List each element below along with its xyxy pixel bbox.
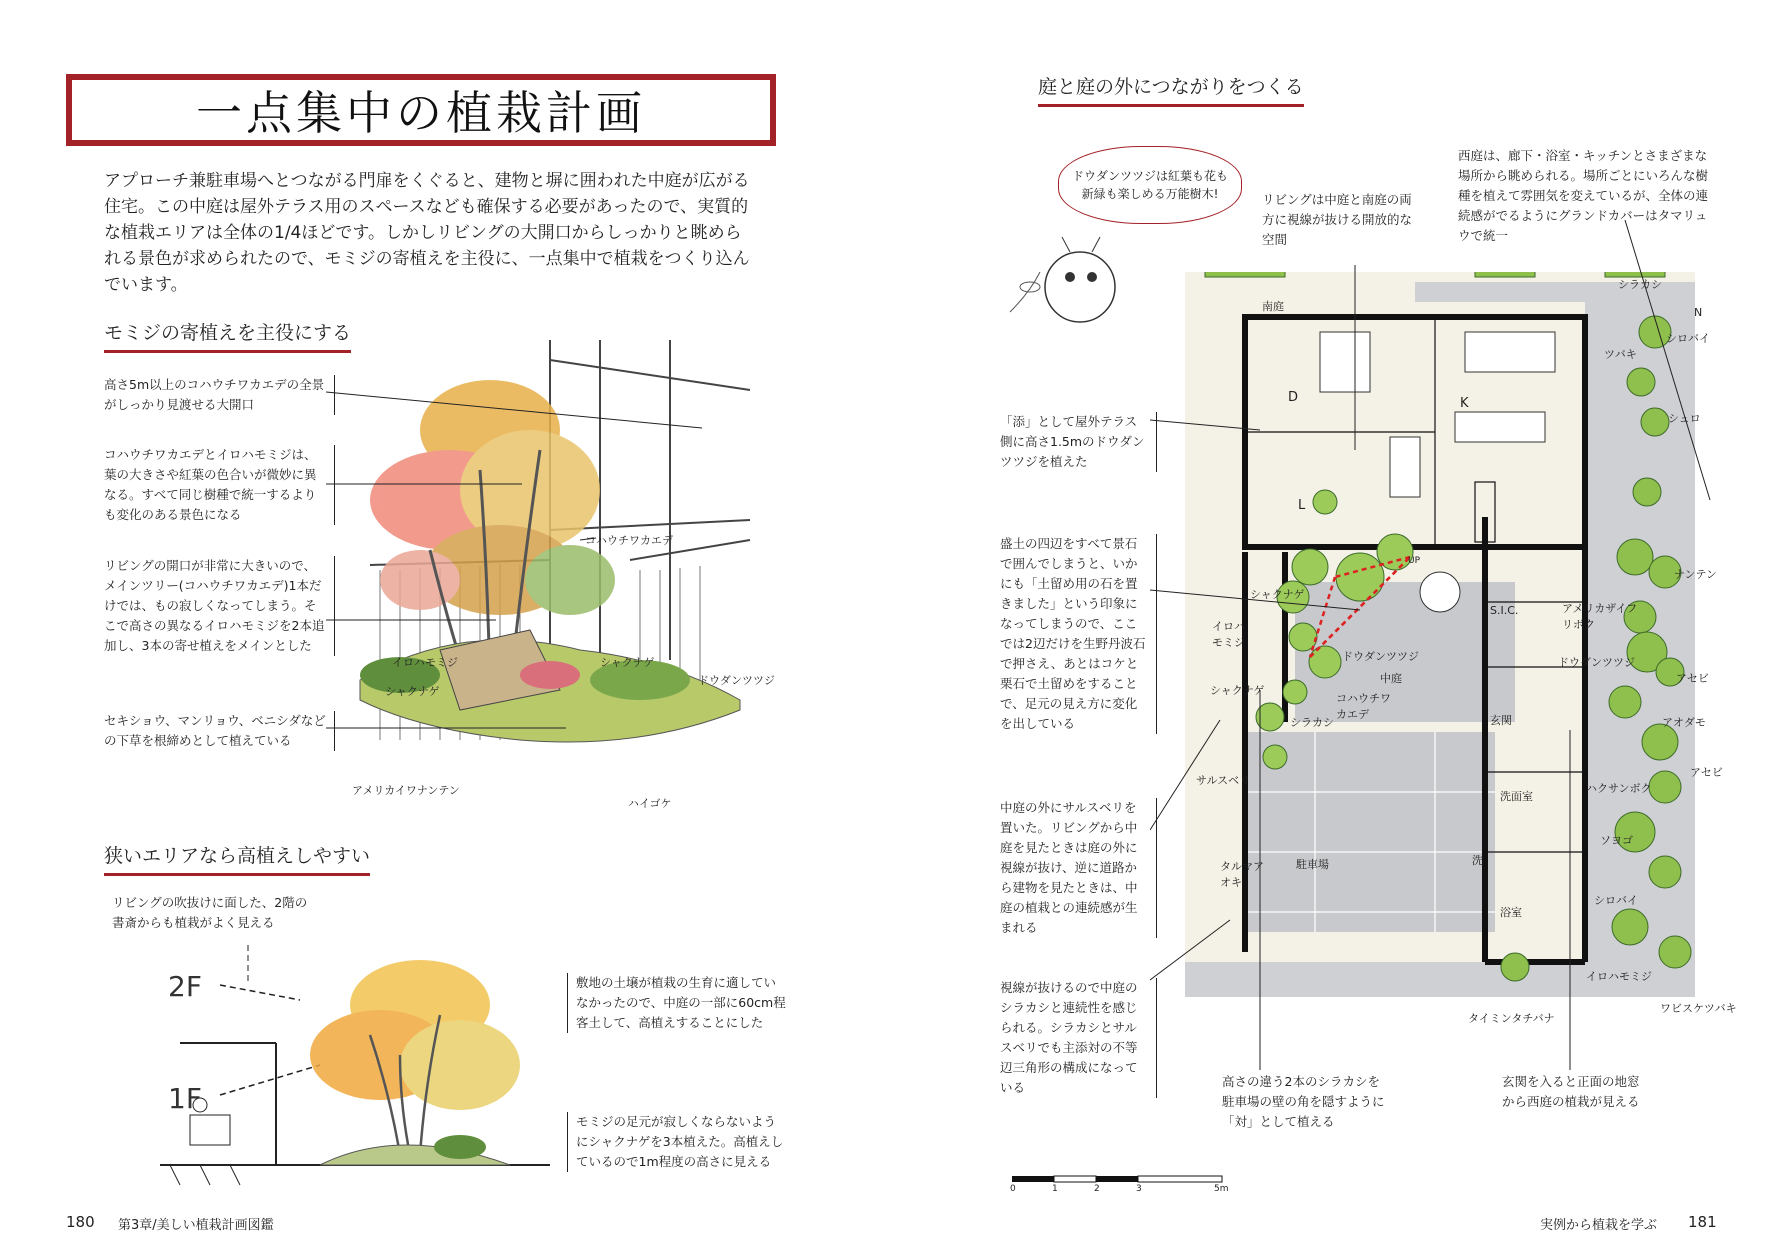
chapter-footer: 第3章/美しい植栽計画図鑑 xyxy=(118,1218,274,1233)
label-shakunage-right: シャクナゲ xyxy=(600,656,655,669)
plan-bath: 浴室 xyxy=(1500,906,1522,919)
plant-taimin: タイミンタチバナ xyxy=(1468,1012,1555,1025)
note-raised-soil: 敷地の土壌が植栽の生育に適していなかったので、中庭の一部に60cm程客土して、高植えすることにした xyxy=(567,973,786,1033)
plant-asebi-1: アセビ xyxy=(1676,672,1709,685)
plant-asebi-2: アセビ xyxy=(1690,766,1723,779)
plant-shirakashi-court: シラカシ xyxy=(1290,716,1334,729)
note-soe-dodan: 「添」として屋外テラス側に高さ1.5mのドウダンツツジを植えた xyxy=(1000,412,1157,472)
right-footer: 実例から植栽を学ぶ xyxy=(1540,1218,1658,1233)
note-west-garden: 西庭は、廊下・浴室・キッチンとさまざまな場所から眺められる。場所ごとにいろんな樹種を植えて雰囲気を変えているが、全体の連続感がでるようにグランドカバーはタマリュウで統一 xyxy=(1458,148,1709,243)
label-dodantsutsuji: ドウダンツツジ xyxy=(698,674,775,687)
plan-entrance: 玄関 xyxy=(1490,714,1512,727)
plant-shakunage-court-1: シャクナゲ xyxy=(1250,588,1305,601)
label-2f: 2F xyxy=(168,970,202,1003)
plan-wash: 洗 xyxy=(1472,854,1483,867)
plant-kohauchiwa-court: コハウチワカエデ xyxy=(1336,692,1391,721)
beetle-character-icon xyxy=(1000,232,1140,342)
plant-shuro: シュロ xyxy=(1668,412,1701,425)
label-haigoke: ハイゴケ xyxy=(628,797,672,810)
scale-5m: 5m xyxy=(1214,1184,1229,1194)
label-american-iwanant: アメリカイワナンテン xyxy=(352,784,460,797)
page-title: 一点集中の植栽計画 xyxy=(196,86,646,140)
plant-dodan-court: ドウダンツツジ xyxy=(1342,650,1419,663)
plan-kitchen: K xyxy=(1460,396,1469,411)
section-heading-high-planting: 狭いエリアなら高植えしやすい xyxy=(104,841,370,876)
section-heading-momiji: モミジの寄植えを主役にする xyxy=(104,318,351,353)
plan-south-garden: 南庭 xyxy=(1262,300,1284,313)
plan-leader-lines xyxy=(1150,220,1750,1120)
plan-sic: S.I.C. xyxy=(1490,604,1519,617)
north-arrow-icon: N xyxy=(1694,306,1703,319)
plant-shirobai: シロバイ xyxy=(1666,332,1710,345)
label-irohamomiji: イロハモミジ xyxy=(392,656,458,669)
note-shirakashi-link: 視線が抜けるので中庭のシラカシと連続性を感じられる。シラカシとサルスベリでも主添対の不等辺三角形の構成になっている xyxy=(1000,978,1157,1098)
scale-0: 0 xyxy=(1010,1184,1016,1194)
section-heading-connection: 庭と庭の外につながりをつくる xyxy=(1038,72,1304,107)
note-group-planting: リビングの開口が非常に大きいので、メインツリー(コハウチワカエデ)1本だけでは、もの寂しくなってしまう。そこで高さの異なるイロハモミジを2本追加し、3本の寄せ植えをメインとした xyxy=(104,556,335,656)
label-1f: 1F xyxy=(168,1082,202,1115)
bubble-text: ドウダンツツジは紅葉も花も新緑も楽しめる万能樹木! xyxy=(1071,169,1228,201)
note-pair-shirakashi: 高さの違う2本のシラカシを駐車場の壁の角を隠すように「対」として植える xyxy=(1222,1074,1385,1129)
plan-washroom: 洗面室 xyxy=(1500,790,1533,803)
plant-shirakashi-top: シラカシ xyxy=(1618,278,1662,291)
label-kohauchiwakaede: コハウチワカエデ xyxy=(585,534,673,547)
plant-irohamomiji-west: イロハモミジ xyxy=(1586,970,1652,983)
plant-dodan-west: ドウダンツツジ xyxy=(1558,656,1635,669)
plant-soyogo: ソヨゴ xyxy=(1600,834,1633,847)
note-mound-stones: 盛土の四辺をすべて景石で囲んでしまうと、いかにも「土留め用の石を置きました」という印象になってしまうので、ここでは2辺だけを生野丹波石で押さえ、あとはコケと栗石で土留めをすることで、足元の見え方に変化を出している xyxy=(1000,534,1157,734)
plant-tarumaaoki: タルマアオキ xyxy=(1220,860,1264,889)
plant-aodamo: アオダモ xyxy=(1662,716,1706,729)
plan-living: L xyxy=(1298,498,1306,513)
plant-shirobai-2: シロバイ xyxy=(1594,894,1638,907)
page-number-left: 180 xyxy=(66,1213,95,1231)
label-shakunage-left: シャクナゲ xyxy=(385,685,440,698)
note-shakunage-three: モミジの足元が寂しくならないようにシャクナゲを3本植えた。高植えしているので1m程度の高さに見える xyxy=(567,1112,786,1172)
note-2f-study: リビングの吹抜けに面した、2階の書斎からも植栽がよく見える xyxy=(112,895,308,930)
scale-1: 1 xyxy=(1052,1184,1058,1194)
page-number-right: 181 xyxy=(1688,1213,1717,1231)
scale-bar xyxy=(1012,1172,1232,1204)
plan-parking: 駐車場 xyxy=(1296,858,1329,871)
note-large-opening: 高さ5m以上のコハウチワカエデの全景がしっかり見渡せる大開口 xyxy=(104,375,335,415)
plan-dining: D xyxy=(1288,390,1299,405)
note-living-open: リビングは中庭と南庭の両方に視線が抜ける開放的な空間 xyxy=(1262,192,1413,247)
plant-zaifuriboku: アメリカザイフリボク xyxy=(1562,602,1638,631)
plan-courtyard: 中庭 xyxy=(1380,672,1402,685)
scale-2: 2 xyxy=(1094,1184,1100,1194)
plan-up: UP xyxy=(1408,556,1421,566)
plant-shakunage-court-2: シャクナゲ xyxy=(1210,684,1265,697)
plant-irohamomiji-court: イロハモミジ xyxy=(1212,620,1245,649)
plant-nanten: ナンテン xyxy=(1674,568,1717,581)
note-entrance-window: 玄関を入ると正面の地窓から西庭の植栽が見える xyxy=(1502,1074,1640,1109)
intro-paragraph: アプローチ兼駐車場へとつながる門扉をくぐると、建物と塀に囲われた中庭が広がる住宅。この中庭は屋外テラス用のスペースなども確保する必要があったので、実質的な植栽エリアは全体の1/4ほどです。しかしリビングの大開口からしっかりと眺められる景色が求められたので、モミジの寄植えを主役に、一点集中で植栽をつくり込んでいます。 xyxy=(104,171,750,295)
leader-lines xyxy=(326,360,726,780)
section-diagram xyxy=(160,935,560,1195)
note-sarusuberi: 中庭の外にサルスベリを置いた。リビングから中庭を見たときは庭の外に視線が抜け、逆に道路から建物を見たときは、中庭の植栽との連続感が生まれる xyxy=(1000,798,1157,938)
plant-sarusuberi: サルスベリ xyxy=(1196,774,1251,787)
scale-3: 3 xyxy=(1136,1184,1142,1194)
note-maple-variety: コハウチワカエデとイロハモミジは、葉の大きさや紅葉の色合いが微妙に異なる。すべて同じ樹種で統一するよりも変化のある景色になる xyxy=(104,445,335,525)
note-ground-cover: セキショウ、マンリョウ、ベニシダなどの下草を根締めとして植えている xyxy=(104,711,335,751)
plant-tsubaki: ツバキ xyxy=(1604,348,1637,361)
speech-bubble xyxy=(1058,146,1242,224)
page-title-box xyxy=(66,74,776,146)
plant-wabisuke: ワビスケツバキ xyxy=(1660,1002,1737,1015)
plant-hakusanboku: ハクサンボク xyxy=(1586,782,1652,795)
